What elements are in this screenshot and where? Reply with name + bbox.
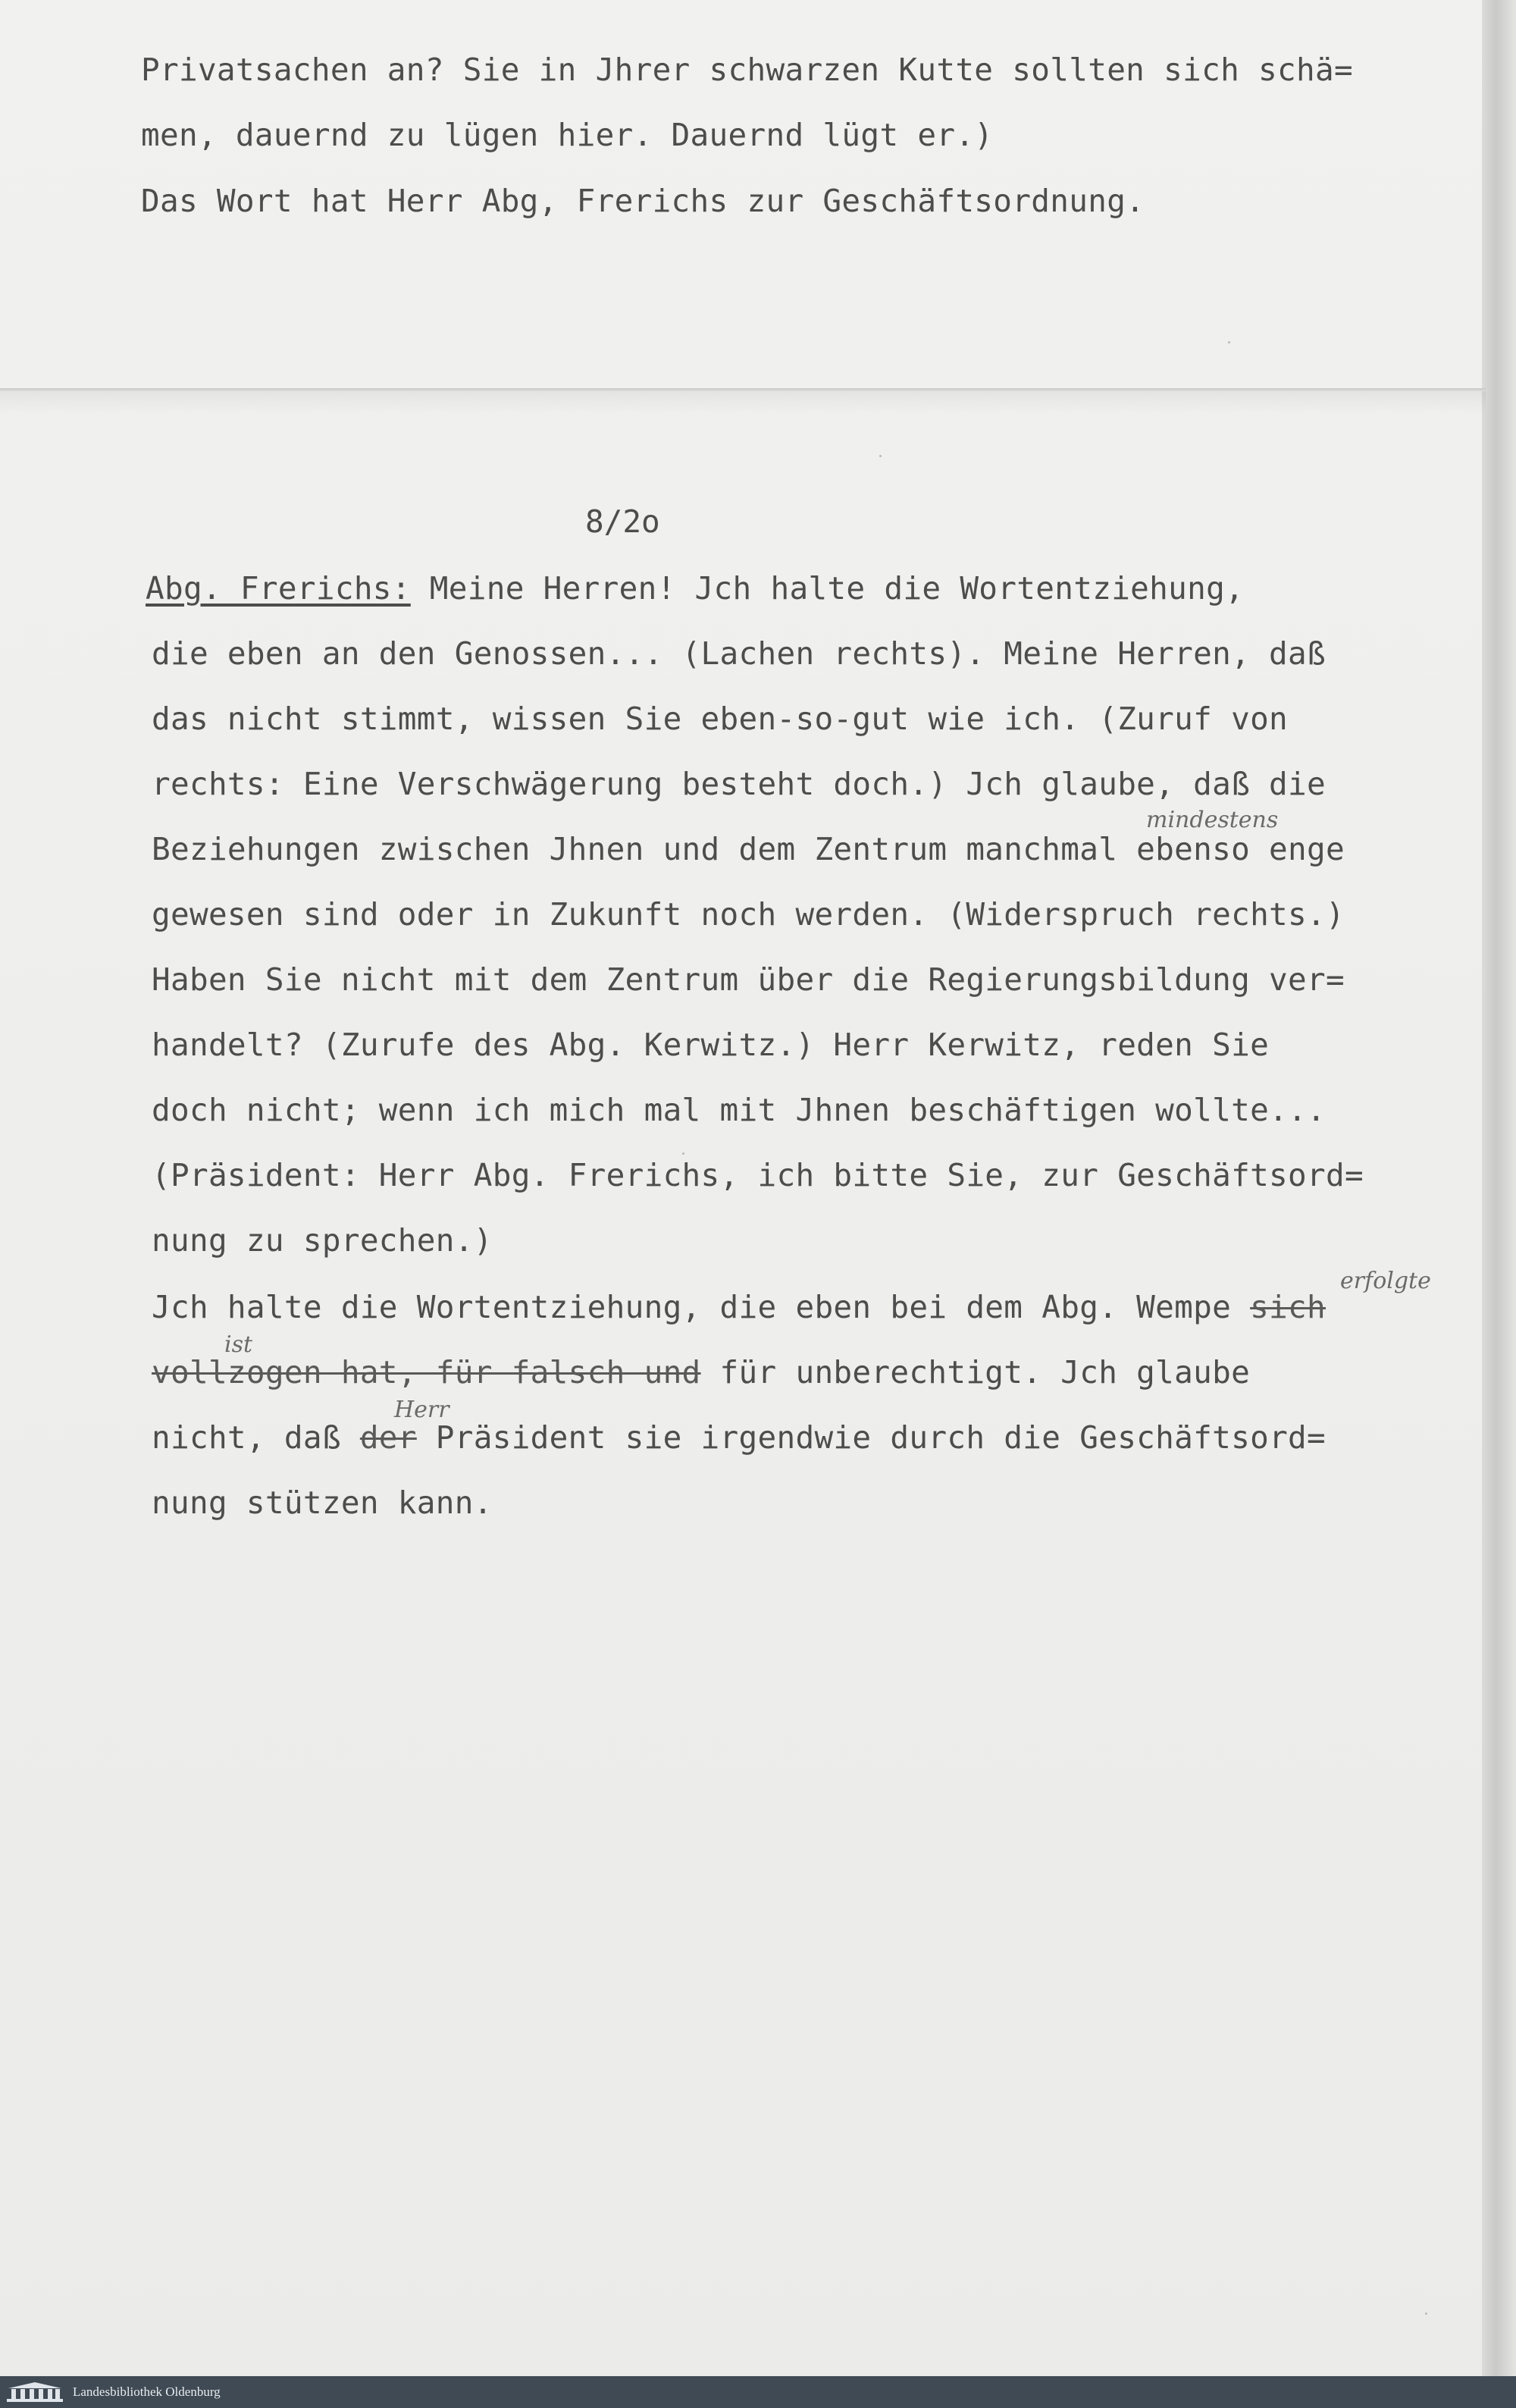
para2-line-3	[152, 1419, 1326, 1456]
speech-line-11: nung zu sprechen.)	[152, 1222, 493, 1259]
page-edge-shadow	[1482, 0, 1516, 2408]
para2-line-3-pre: nicht, daß	[152, 1419, 360, 1456]
handwritten-insert-ist: ist	[224, 1331, 253, 1358]
struck-phrase: vollzogen hat, für falsch und	[152, 1354, 701, 1391]
speech-line-3: das nicht stimmt, wissen Sie eben-so-gut wie ich. (Zuruf von	[152, 701, 1289, 737]
top-line-2: men, dauernd zu lügen hier. Dauernd lügt er.)	[141, 117, 994, 153]
handwritten-insert-mindestens: mindestens	[1146, 807, 1279, 833]
paper-fold-shadow	[0, 391, 1486, 414]
para2-line-4: nung stützen kann.	[152, 1485, 493, 1521]
scan-speck	[1425, 2312, 1427, 2315]
page-number: 8/2o	[585, 503, 660, 540]
speaker-name: Abg. Frerichs:	[146, 570, 411, 607]
speech-line-6: gewesen sind oder in Zukunft noch werden. (Widerspruch rechts.)	[152, 896, 1345, 933]
speech-line-1	[146, 570, 1245, 607]
speech-line-7: Haben Sie nicht mit dem Zentrum über die Regierungsbildung ver=	[152, 961, 1345, 998]
speech-line-8: handelt? (Zurufe des Abg. Kerwitz.) Herr Kerwitz, reden Sie	[152, 1027, 1270, 1063]
top-line-3: Das Wort hat Herr Abg, Frerichs zur Geschäftsordnung.	[141, 183, 1145, 219]
speech-line-10: (Präsident: Herr Abg. Frerichs, ich bitte Sie, zur Geschäftsord=	[152, 1157, 1364, 1193]
speech-line-5: Beziehungen zwischen Jhnen und dem Zentrum manchmal ebenso enge	[152, 831, 1345, 867]
para2-line-3-rest: Präsident sie irgendwie durch die Geschäftsord=	[416, 1419, 1326, 1456]
library-name: Landesbibliothek Oldenburg	[73, 2384, 221, 2399]
speech-line-1-text: Meine Herren! Jch halte die Wortentziehung,	[410, 570, 1245, 607]
speech-line-2: die eben an den Genossen... (Lachen rechts). Meine Herren, daß	[152, 635, 1326, 672]
struck-word-sich: sich	[1250, 1289, 1326, 1325]
para2-line-2-text: für unberechtigt. Jch glaube	[700, 1354, 1251, 1391]
scan-speck	[1228, 341, 1230, 343]
library-footer-bar	[0, 2376, 1516, 2408]
para2-line-2	[152, 1354, 1251, 1391]
para2-line-1	[152, 1289, 1326, 1325]
library-building-icon	[5, 2379, 65, 2405]
handwritten-insert-erfolgt: erfolgte	[1340, 1268, 1431, 1294]
speech-line-4: rechts: Eine Verschwägerung besteht doch.) Jch glaube, daß die	[152, 766, 1326, 802]
speech-line-9: doch nicht; wenn ich mich mal mit Jhnen beschäftigen wollte...	[152, 1092, 1326, 1128]
scan-speck	[682, 1152, 684, 1155]
handwritten-insert-herr: Herr	[394, 1397, 449, 1423]
struck-word-der: der	[359, 1419, 417, 1456]
top-line-1: Privatsachen an? Sie in Jhrer schwarzen Kutte sollten sich schä=	[141, 52, 1353, 88]
para2-line-1-text: Jch halte die Wortentziehung, die eben bei dem Abg. Wempe	[152, 1289, 1251, 1325]
scan-speck	[879, 455, 882, 457]
